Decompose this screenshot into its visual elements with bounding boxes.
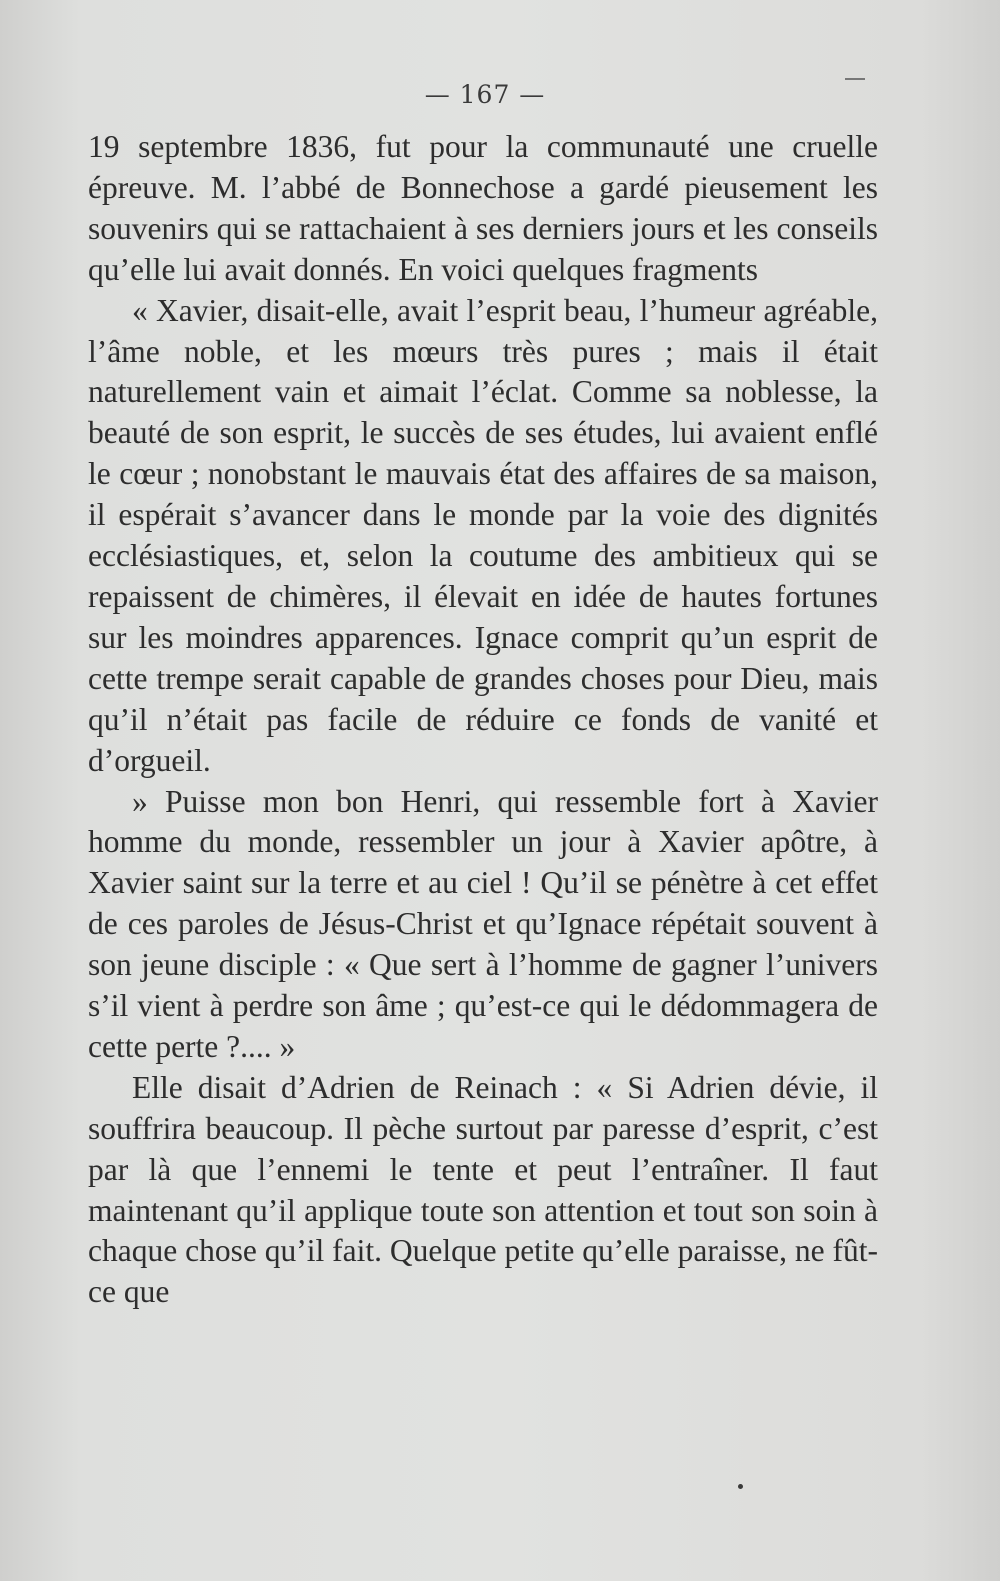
body-text <box>88 127 878 1313</box>
paragraph: 19 septembre 1836, fut pour la communauté une cruelle épreuve. M. l’abbé de Bonnechose a gardé pieusement les souvenirs qui se rattachaient à ses derniers jours et les conseils qu’elle lui avait donnés. En voici quelques fragments <box>88 129 878 287</box>
paragraph: » Puisse mon bon Henri, qui ressemble fort à Xavier homme du monde, ressembler un jour à Xavier apôtre, à Xavier saint sur la terre et au ciel ! Qu’il se pénètre à cet effet de ces paroles de Jésus-Christ et qu’Ignace répétait souvent à son jeune disciple : « Que sert à l’homme de gagner l’univers s’il vient à perdre son âme ; qu’est-ce qui le dédommagera de cette perte ?.... » <box>88 783 878 1064</box>
page-number: — 167 — <box>424 80 546 109</box>
ink-speck <box>738 1484 743 1489</box>
paragraph: « Xavier, disait-elle, avait l’esprit beau, l’humeur agréable, l’âme noble, et les mœurs très pures ; mais il était naturellement vain et aimait l’éclat. Comme sa noblesse, la beauté de son esprit, le succès de ses études, lui avaient enflé le cœur ; nonobstant le mauvais état des affaires de sa maison, il espérait s’avancer dans le monde par la voie des dignités ecclésiastiques, et, selon la coutume des ambitieux qui se repaissent de chimères, il élevait en idée de hautes fortunes sur les moindres apparences. Ignace comprit qu’un esprit de cette trempe serait capable de grandes choses pour Dieu, mais qu’il n’était pas facile de réduire ce fonds de vanité et d’orgueil. <box>88 292 878 778</box>
paragraph: Elle disait d’Adrien de Reinach : « Si Adrien dévie, il souffrira beaucoup. Il pèche surtout par paresse d’esprit, c’est par là que l’ennemi le tente et peut l’entraîner. Il faut maintenant qu’il applique toute son attention et tout son soin à chaque chose qu’il fait. Quelque petite qu’elle paraisse, ne fût-ce que <box>88 1069 878 1310</box>
